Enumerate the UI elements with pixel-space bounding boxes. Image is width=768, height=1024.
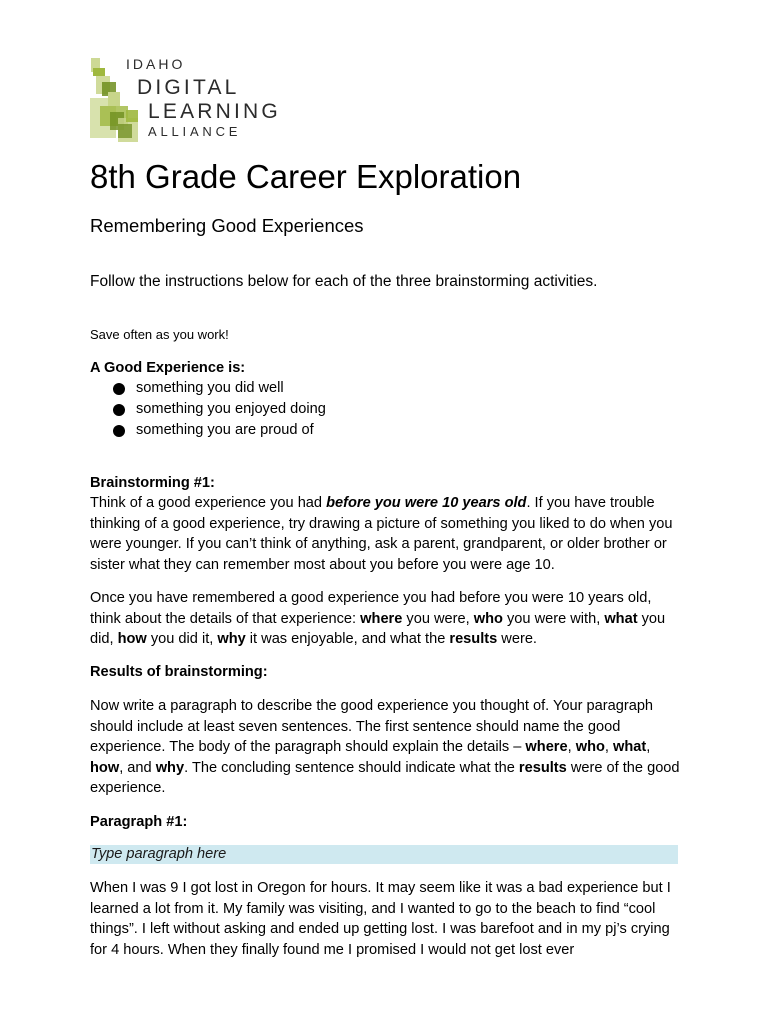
write-paragraph-instructions: Now write a paragraph to describe the good experience you thought of. Your paragraph should include at least seven sentences. The first sentence should name the good experience. The body of the paragraph should explain the details – where, who, what, how, and why. The concluding sentence should indicate what the results were of the good experience. (90, 698, 680, 797)
brainstorming-1-paragraph: Think of a good experience you had before you were 10 years old. If you have trouble thinking of a good experience, try drawing a picture of something you liked to do when you were younger. If you can’t think of anything, ask a parent, grandparent, or older brother or sister what they can remember most about you before you were age 10. (90, 495, 673, 573)
bullet-icon (113, 404, 125, 416)
list-item (90, 420, 326, 441)
logo-text-digital: DIGITAL (137, 76, 240, 99)
emphasis-before-10: before you were 10 years old (326, 495, 527, 511)
list-item-label: something you are proud of (136, 422, 314, 438)
instructions-text: Follow the instructions below for each of the three brainstorming activities. (90, 273, 598, 290)
idaho-digital-learning-logo (88, 54, 298, 146)
student-paragraph-text: When I was 9 I got lost in Oregon for hours. It may seem like it was a bad experience but I learned a lot from it. My family was visiting, and I wanted to go to the beach to find “cool things”. I left without asking and ended up getting lost. I was barefoot and in my pj’s crying for 4 hours. When they finally found me I promised I would not get lost ever (90, 880, 671, 958)
logo-text-learning: LEARNING (148, 100, 281, 123)
paragraph-1-heading: Paragraph #1: (90, 814, 188, 830)
brainstorming-1-heading: Brainstorming #1: (90, 475, 215, 491)
page-subtitle: Remembering Good Experiences (90, 215, 364, 236)
logo-text-idaho: IDAHO (126, 56, 186, 72)
save-note: Save often as you work! (90, 327, 229, 342)
bullet-icon (113, 425, 125, 437)
good-experience-list (90, 378, 326, 441)
results-heading: Results of brainstorming: (90, 664, 268, 680)
logo-text-alliance: ALLIANCE (148, 124, 242, 139)
list-item-label: something you did well (136, 380, 284, 396)
paragraph-1-input-field[interactable] (90, 845, 678, 864)
list-item (90, 399, 326, 420)
good-experience-heading: A Good Experience is: (90, 360, 246, 376)
brainstorming-1-details-paragraph: Once you have remembered a good experience you had before you were 10 years old, think about the details of that experience: where you were, who you were with, what you did, how you did it, why it was enjoyable, and what the results were. (90, 590, 666, 648)
bullet-icon (113, 383, 125, 395)
page-title: 8th Grade Career Exploration (90, 158, 522, 195)
paragraph-1-placeholder: Type paragraph here (91, 846, 227, 862)
list-item-label: something you enjoyed doing (136, 401, 326, 417)
list-item (90, 378, 326, 399)
